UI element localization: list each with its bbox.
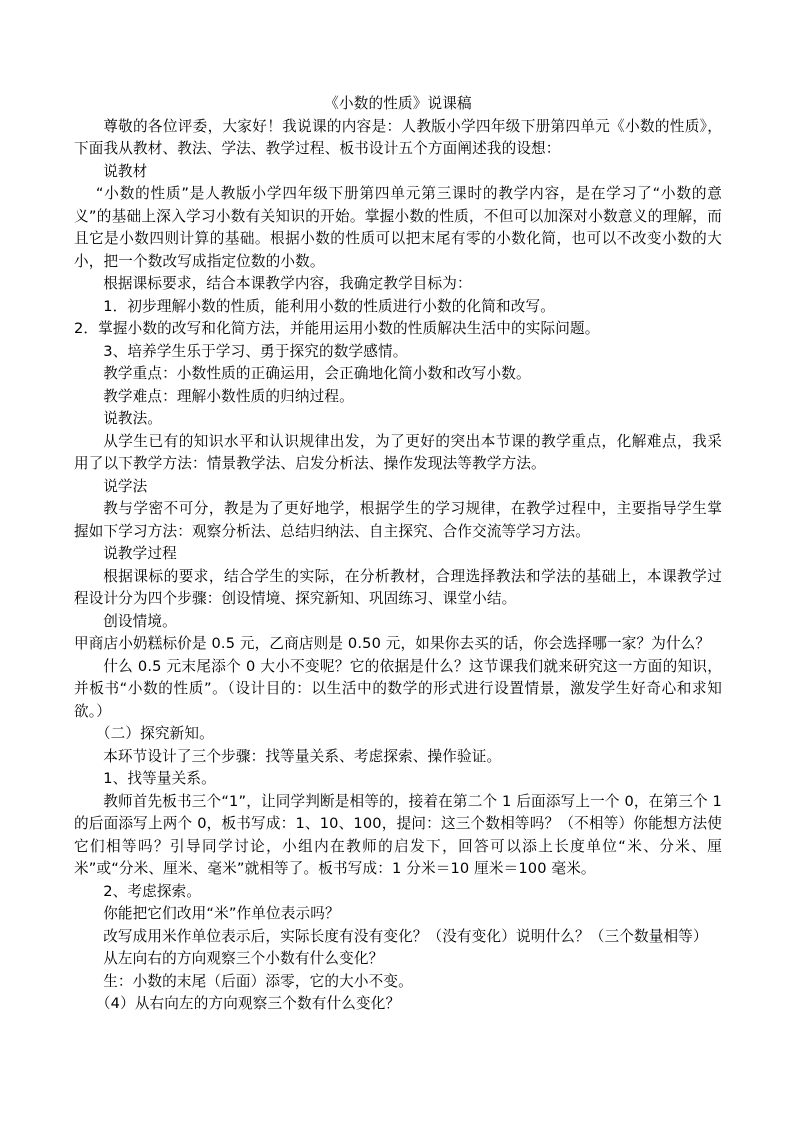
body-paragraph: 本环节设计了三个步骤：找等量关系、考虑探索、操作验证。 <box>103 747 502 765</box>
body-paragraph: 说教材 <box>103 162 148 180</box>
body-paragraph: 创设情境。 <box>103 612 177 630</box>
body-paragraph: 2．掌握小数的改写和化简方法，并能用运用小数的性质解决生活中的实际问题。 <box>74 320 600 337</box>
body-paragraph: 生：小数的末尾（后面）添零，它的大小不变。 <box>103 972 413 990</box>
body-paragraph: 说教法。 <box>103 410 163 427</box>
body-paragraph: 尊敬的各位评委，大家好！我说课的内容是：人教版小学四年级下册第四单元《小数的性质》，下面我从教材、教法、学法、教学过程、板书设计五个方面阐述我的设想： <box>74 117 722 157</box>
body-paragraph: 教学难点：理解小数性质的归纳过程。 <box>103 387 354 405</box>
body-paragraph: 说教学过程 <box>103 545 177 562</box>
body-paragraph: 教与学密不可分，教是为了更好地学，根据学生的学习规律，在教学过程中，主要指导学生掌握如下学习方法：观察分析法、总结归纳法、自主探究、合作交流等学习方法。 <box>74 500 722 540</box>
body-paragraph: 2、考虑探索。 <box>103 882 202 900</box>
body-paragraph: 1．初步理解小数的性质，能利用小数的性质进行小数的化简和改写。 <box>103 297 555 315</box>
body-paragraph: 改写成用米作单位表示后，实际长度有没有变化？（没有变化）说明什么？（三个数量相等） <box>103 927 708 945</box>
document-title: 《小数的性质》说课稿 <box>324 95 472 112</box>
document-body <box>74 116 722 1016</box>
body-paragraph: 教师首先板书三个“1”，让同学判断是相等的，接着在第二个 1 后面添写上一个 0，在第三个 1 的后面添写上两个 0，板书写成：1、10、100，提问：这三个数相等吗？（不相等）你能想方法使它们相等吗？引导同学讨论，小组内在教师的启发下，回答可以添上长度单位“米、分米、厘米”或“分米、厘米、毫米”就相等了。板书写成：1 分米＝10 厘米＝100 毫米。 <box>74 792 722 877</box>
body-paragraph: 1、找等量关系。 <box>103 770 216 787</box>
body-paragraph: 从左向右的方向观察三个小数有什么变化？ <box>103 950 384 967</box>
body-paragraph: “小数的性质”是人教版小学四年级下册第四单元第三课时的教学内容，是在学习了“小数的意义”的基础上深入学习小数有关知识的开始。掌握小数的性质，不但可以加深对小数意义的理解，而且它是小数四则计算的基础。根据小数的性质可以把末尾有零的小数化简，也可以不改变小数的大小，把一个数改写成指定位数的小数。 <box>74 185 722 270</box>
body-paragraph: 甲商店小奶糕标价是 0.5 元，乙商店则是 0.50 元，如果你去买的话，你会选择哪一家？为什么？ <box>74 635 711 652</box>
body-paragraph: 说学法 <box>103 477 148 495</box>
body-paragraph: 从学生已有的知识水平和认识规律出发，为了更好的突出本节课的教学重点，化解难点，我采用了以下教学方法：情景教学法、启发分析法、操作发现法等教学方法。 <box>74 432 722 472</box>
body-paragraph: 3、培养学生乐于学习、勇于探究的数学感情。 <box>103 342 408 360</box>
body-paragraph: 教学重点：小数性质的正确运用，会正确地化简小数和改写小数。 <box>103 365 531 382</box>
body-paragraph: 根据课标要求，结合本课教学内容，我确定教学目标为： <box>103 275 472 292</box>
body-paragraph: 根据课标的要求，结合学生的实际，在分析教材，合理选择教法和学法的基础上，本课教学过程设计分为四个步骤：创设情境、探究新知、巩固练习、课堂小结。 <box>74 567 722 607</box>
body-paragraph: 什么 0.5 元末尾添个 0 大小不变呢？它的依据是什么？这节课我们就来研究这一方面的知识，并板书“小数的性质”。（设计目的：以生活中的数学的形式进行设置情景，激发学生好奇心和求知欲。） <box>74 657 722 720</box>
document-page <box>74 93 722 1016</box>
body-paragraph: 你能把它们改用“米”作单位表示吗？ <box>103 905 340 922</box>
body-paragraph: （4）从右向左的方向观察三个数有什么变化？ <box>95 995 401 1012</box>
body-paragraph: （二）探究新知。 <box>95 725 214 742</box>
